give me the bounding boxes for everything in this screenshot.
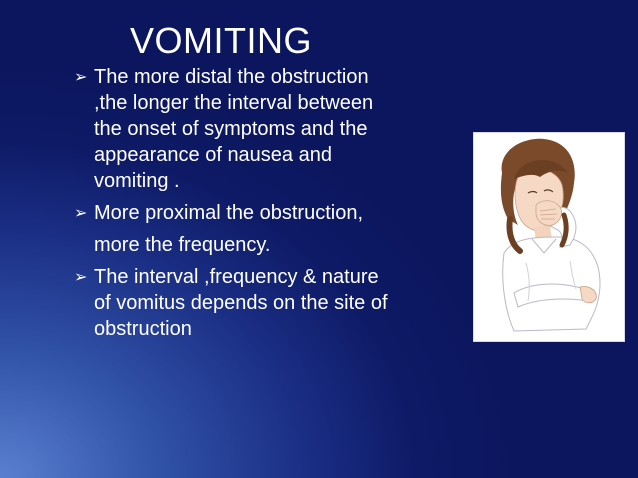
bullet-item-3	[0, 264, 470, 342]
bullet-text-line: of vomitus depends on the site of	[94, 292, 388, 314]
arrow-bullet-icon: ➢	[74, 269, 88, 286]
bullet-text-line: the onset of symptoms and the	[94, 118, 368, 140]
bullet-text-line: more the frequency.	[94, 234, 271, 256]
bullet-item-2	[0, 200, 470, 258]
bullet-text-line: The more distal the obstruction	[94, 66, 369, 88]
bullet-text-line: The interval ,frequency & nature	[94, 266, 379, 288]
bullet-text-line: vomiting .	[94, 170, 180, 192]
bullet-text-line: appearance of nausea and	[94, 144, 332, 166]
bullet-text-line: ,the longer the interval between	[94, 92, 374, 114]
bullet-item-1	[0, 64, 470, 194]
bullet-text-line: obstruction	[94, 318, 192, 340]
bullet-list	[0, 64, 470, 342]
arrow-bullet-icon: ➢	[74, 69, 88, 86]
girl-holding-mouth-icon	[474, 133, 624, 341]
slide-title: VOMITING	[130, 20, 312, 61]
nauseous-girl-illustration	[473, 132, 625, 342]
bullet-text-line: More proximal the obstruction,	[94, 202, 364, 224]
arrow-bullet-icon: ➢	[74, 205, 88, 222]
